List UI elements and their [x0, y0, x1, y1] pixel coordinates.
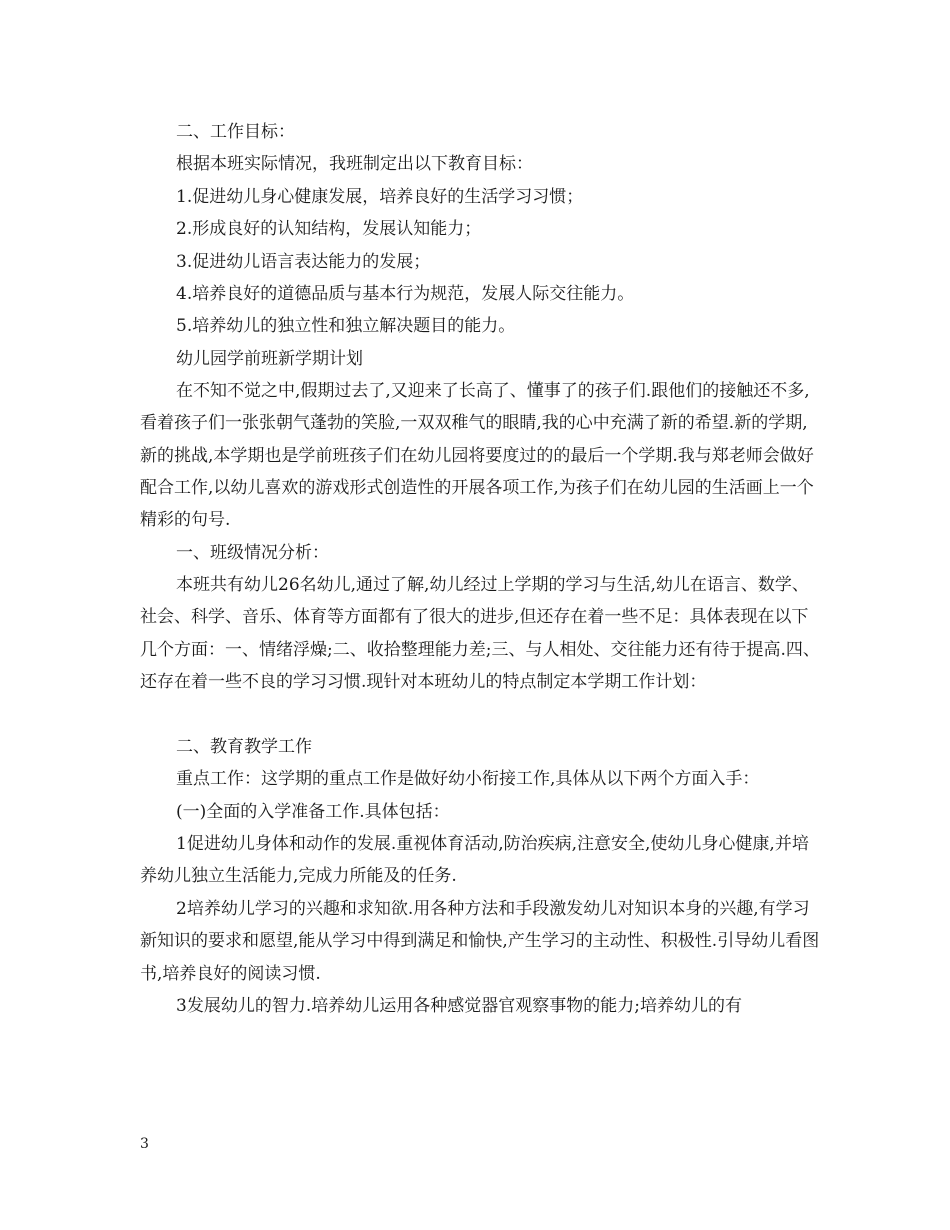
section-heading-work-goals: 二、工作目标：: [176, 122, 295, 142]
goal-item-2: 2.形成良好的认知结构，发展认知能力；: [176, 219, 482, 239]
goal-item-3: 3.促进幼儿语言表达能力的发展；: [176, 252, 431, 272]
list-item-2: 2培养幼儿学习的兴趣和求知欲.用各种方法和手段激发幼儿对知识本身的兴趣,有学习新知识的要求和愿望,能从学习中得到满足和愉快,产生学习的主动性、积极性.引导幼儿看图书,培养良好的阅读习惯.: [140, 899, 820, 984]
goal-item-5: 5.培养幼儿的独立性和独立解决题目的能力。: [176, 316, 516, 336]
key-work-line: 重点工作：这学期的重点工作是做好幼小衔接工作,具体从以下两个方面入手：: [176, 769, 760, 789]
goal-item-4: 4.培养良好的道德品质与基本行为规范，发展人际交往能力。: [176, 284, 635, 304]
class-analysis-paragraph: 本班共有幼儿26名幼儿,通过了解,幼儿经过上学期的学习与生活,幼儿在语言、数学、社会、科学、音乐、体育等方面都有了很大的进步,但还存在着一些不足：具体表现在以下几个方面：一、情绪浮燥;二、收拾整理能力差;三、与人相处、交往能力还有待于提高.四、还存在着一些不良的学习习惯.现针对本班幼儿的特点制定本学期工作计划：: [140, 575, 820, 692]
plan-title: 幼儿园学前班新学期计划: [176, 349, 363, 369]
intro-paragraph: 在不知不觉之中,假期过去了,又迎来了长高了、懂事了的孩子们.跟他们的接触还不多,看着孩子们一张张朝气蓬勃的笑脸,一双双稚气的眼睛,我的心中充满了新的希望.新的学期,新的挑战,本学期也是学前班孩子们在幼儿园将要度过的的最后一个学期.我与郑老师会做好配合工作,以幼儿喜欢的游戏形式创造性的开展各项工作,为孩子们在幼儿园的生活画上一个精彩的句号.: [140, 381, 814, 531]
subsection-heading-preparation: (一)全面的入学准备工作.具体包括：: [176, 802, 450, 822]
section-heading-teaching: 二、教育教学工作: [176, 737, 312, 757]
goal-item-1: 1.促进幼儿身心健康发展，培养良好的生活学习习惯；: [176, 187, 584, 207]
page-number: 3: [140, 1136, 149, 1152]
list-item-3: 3发展幼儿的智力.培养幼儿运用各种感觉器官观察事物的能力;培养幼儿的有: [176, 996, 742, 1016]
goals-intro: 根据本班实际情况，我班制定出以下教育目标：: [176, 154, 533, 174]
list-item-1: 1促进幼儿身体和动作的发展.重视体育活动,防治疾病,注意安全,使幼儿身心健康,并培养幼儿独立生活能力,完成力所能及的任务.: [140, 834, 809, 887]
section-heading-class-analysis: 一、班级情况分析：: [176, 543, 329, 563]
